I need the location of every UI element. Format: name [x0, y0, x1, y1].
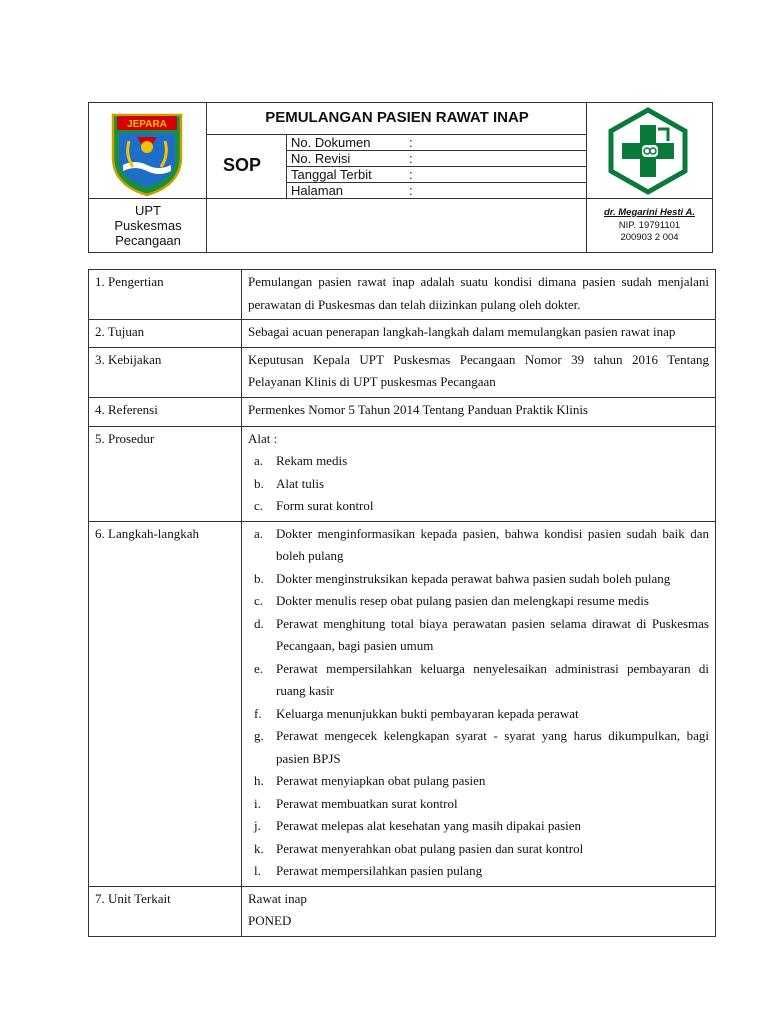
list-item: l. Perawat mempersilahkan pasien pulang: [254, 863, 483, 878]
list-item: b. Alat tulis: [254, 475, 325, 491]
right-logo-cell: [586, 103, 712, 198]
list-item: j. Perawat melepas alat kesehatan yang masih dipakai pasien: [254, 818, 582, 833]
table-row: [89, 426, 716, 521]
unit-line: PONED: [248, 913, 292, 928]
list-item: a. Rekam medis: [254, 453, 348, 468]
section-text: Sebagai acuan penerapan langkah-langkah dalam memulangkan pasien rawat inap: [242, 320, 716, 348]
section-label: 7. Unit Terkait: [89, 886, 242, 936]
signatory-nip: NIP. 19791101: [618, 219, 681, 231]
table-row: [89, 886, 716, 936]
sop-label: SOP: [223, 155, 262, 175]
section-label: 3. Kebijakan: [89, 347, 242, 397]
divider: [206, 134, 586, 135]
section-label: 5. Prosedur: [89, 426, 242, 521]
signatory-nip-2: 200903 2 004: [620, 232, 679, 243]
sop-content-table: [88, 269, 716, 937]
table-row: [89, 397, 716, 426]
section-label: 6. Langkah-langkah: [89, 521, 242, 886]
list-item: k. Perawat menyerahkan obat pulang pasien dan surat kontrol: [254, 840, 584, 856]
section-body: [242, 521, 716, 886]
table-row: [89, 521, 716, 886]
section-text: Permenkes Nomor 5 Tahun 2014 Tentang Panduan Praktik Klinis: [242, 397, 716, 426]
section-body: [242, 886, 716, 936]
meta-halaman: Halaman :: [291, 183, 413, 198]
section-text: Pemulangan pasien rawat inap adalah suatu kondisi dimana pasien sudah menjalani perawatan di Puskesmas dan telah diizinkan pulang oleh dokter.: [242, 270, 716, 320]
list-item: a. Dokter menginformasikan kepada pasien, bahwa kondisi pasien sudah baik dan boleh pulang: [254, 525, 709, 563]
sop-header: [88, 102, 713, 253]
table-row: [89, 270, 716, 320]
list-item: d. Perawat menghitung total biaya perawatan pasien selama dirawat di Puskesmas Pecangaan, bagi pasien umum: [254, 615, 709, 653]
meta-no-revisi: No. Revisi :: [291, 151, 413, 166]
list-item: b. Dokter menginstruksikan kepada perawat bahwa pasien sudah boleh pulang: [254, 570, 671, 586]
section-label: 1. Pengertian: [89, 270, 242, 320]
list-item: c. Dokter menulis resep obat pulang pasien dan melengkapi resume medis: [254, 593, 649, 608]
list-item: f. Keluarga menunjukkan bukti pembayaran kepada perawat: [254, 705, 579, 721]
signatory-block: [587, 207, 712, 245]
crest-banner-text: JEPARA: [127, 119, 167, 130]
table-row: [89, 347, 716, 397]
org-name: UPT Puskesmas Pecangaan: [114, 203, 182, 248]
page-title: PEMULANGAN PASIEN RAWAT INAP: [265, 109, 529, 126]
list-item: e. Perawat mempersilahkan keluarga nenyelesaikan administrasi pembayaran di ruang kasir: [254, 660, 709, 698]
section-body: [242, 426, 716, 521]
list-item: i. Perawat membuatkan surat kontrol: [254, 795, 458, 811]
list-item: g. Perawat mengecek kelengkapan syarat - syarat yang harus dikumpulkan, bagi pasien BPJS: [254, 728, 709, 766]
section-intro: Alat :: [248, 430, 278, 446]
table-row: [89, 320, 716, 348]
signatory-name: dr. Megarini Hesti A.: [604, 207, 695, 218]
section-label: 2. Tujuan: [89, 320, 242, 348]
divider: [89, 198, 712, 199]
section-label: 4. Referensi: [89, 397, 242, 426]
meta-no-dokumen: No. Dokumen :: [291, 135, 413, 150]
section-text: Keputusan Kepala UPT Puskesmas Pecangaan Nomor 39 tahun 2016 Tentang Pelayanan Klinis di UPT puskesmas Pecangaan: [242, 347, 716, 397]
unit-line: Rawat inap: [248, 890, 307, 906]
jepara-crest-logo: [107, 107, 187, 197]
list-item: h. Perawat menyiapkan obat pulang pasien: [254, 773, 486, 788]
meta-tanggal-terbit: Tanggal Terbit :: [291, 167, 413, 182]
puskesmas-logo: [606, 107, 690, 195]
list-item: c. Form surat kontrol: [254, 498, 374, 513]
